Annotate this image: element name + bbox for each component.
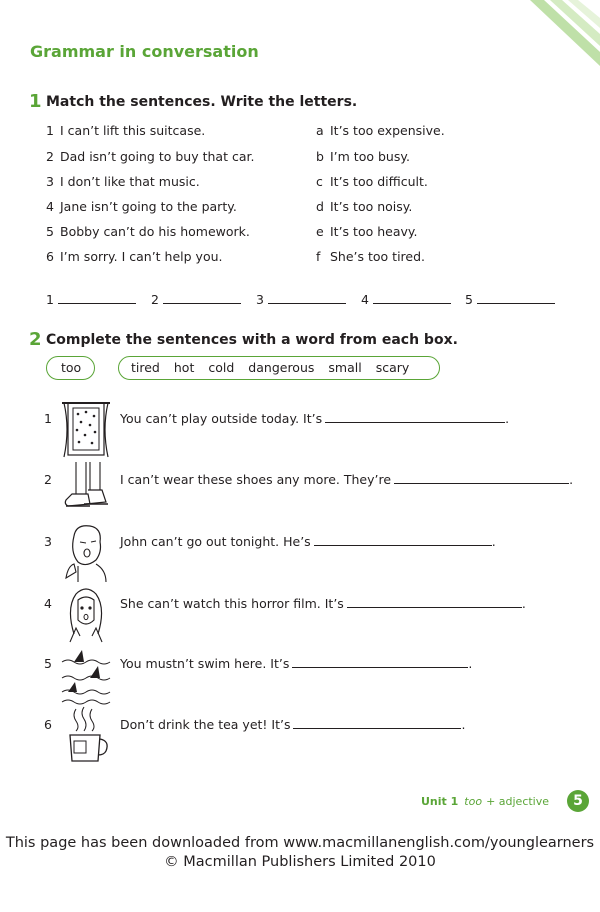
item-text: Don’t drink the tea yet! It’s	[120, 717, 291, 732]
item-letter: e	[316, 224, 324, 239]
yawning-boy-picture	[60, 522, 112, 584]
list-item	[46, 249, 223, 264]
list-item	[316, 249, 425, 264]
list-item	[46, 224, 250, 239]
answer-number: 4	[361, 292, 369, 307]
list-item	[316, 199, 412, 214]
item-text: I don’t like that music.	[60, 174, 200, 189]
steaming-mug-picture	[60, 705, 112, 767]
list-item	[46, 199, 237, 214]
shoes-picture	[60, 460, 112, 522]
item-text: You mustn’t swim here. It’s	[120, 656, 290, 671]
answer-line[interactable]	[314, 535, 492, 546]
answer-line[interactable]	[163, 293, 241, 304]
item-sentence	[120, 656, 472, 671]
list-item	[46, 123, 205, 138]
item-letter: c	[316, 174, 323, 189]
answer-line[interactable]	[268, 293, 346, 304]
item-text: It’s too heavy.	[330, 224, 418, 239]
answer-line[interactable]	[347, 597, 522, 608]
item-text: Dad isn’t going to buy that car.	[60, 149, 255, 164]
item-sentence	[120, 472, 573, 487]
list-item	[316, 224, 417, 239]
answer-blank[interactable]	[256, 292, 346, 307]
item-number: 4	[44, 596, 52, 611]
exercise-2-heading: Complete the sentences with a word from each box.	[46, 332, 458, 348]
item-number: 6	[46, 249, 54, 264]
unit-name: Unit 1	[421, 795, 459, 808]
item-number: 6	[44, 717, 52, 732]
item-end: .	[468, 656, 473, 671]
word-box-too	[46, 356, 95, 380]
item-text: John can’t go out tonight. He’s	[120, 534, 311, 549]
item-text: She’s too tired.	[330, 249, 426, 264]
word-box-word: small	[328, 360, 362, 375]
unit-topic-rest: + adjective	[486, 795, 550, 808]
item-text: Jane isn’t going to the party.	[60, 199, 237, 214]
item-sentence	[120, 534, 496, 549]
item-end: .	[521, 596, 526, 611]
item-letter: a	[316, 123, 324, 138]
exercise-1-number: 1	[29, 91, 42, 112]
answer-number: 3	[256, 292, 264, 307]
list-item	[46, 174, 200, 189]
word-box-word: scary	[375, 360, 410, 375]
item-end: .	[461, 717, 466, 732]
item-text: I can’t lift this suitcase.	[60, 123, 206, 138]
exercise-1-heading: Match the sentences. Write the letters.	[46, 94, 358, 110]
item-text: I’m too busy.	[330, 149, 410, 164]
answer-blank[interactable]	[151, 292, 241, 307]
corner-stripes-decoration	[510, 0, 600, 70]
item-text: Bobby can’t do his homework.	[60, 224, 250, 239]
answer-line[interactable]	[293, 718, 461, 729]
footer-download-note: This page has been downloaded from www.macmillanenglish.com/younglearners	[5, 835, 595, 851]
word-box-word: tired	[131, 360, 160, 375]
item-number: 1	[46, 123, 54, 138]
list-item	[316, 149, 410, 164]
item-letter: d	[316, 199, 324, 214]
item-sentence	[120, 411, 509, 426]
list-item	[46, 149, 254, 164]
item-text: I can’t wear these shoes any more. They’re	[120, 472, 392, 487]
section-title: Grammar in conversation	[30, 42, 259, 61]
answer-line[interactable]	[58, 293, 136, 304]
item-number: 5	[44, 656, 52, 671]
word-box-word: too	[61, 360, 82, 375]
word-box-adjectives	[118, 356, 440, 380]
answer-line[interactable]	[477, 293, 555, 304]
answer-number: 5	[465, 292, 473, 307]
shark-fins-picture	[60, 644, 112, 706]
list-item	[316, 174, 428, 189]
scared-girl-picture	[60, 584, 112, 646]
item-text: It’s too noisy.	[330, 199, 413, 214]
answer-line[interactable]	[394, 473, 569, 484]
rainy-window-picture	[60, 399, 112, 461]
item-number: 5	[46, 224, 54, 239]
item-sentence	[120, 596, 526, 611]
item-letter: b	[316, 149, 324, 164]
word-box-word: cold	[208, 360, 235, 375]
word-box-word: dangerous	[248, 360, 315, 375]
exercise-2-number: 2	[29, 329, 42, 350]
item-number: 4	[46, 199, 54, 214]
item-number: 1	[44, 411, 52, 426]
item-sentence	[120, 717, 465, 732]
answer-line[interactable]	[325, 412, 505, 423]
list-item	[316, 123, 445, 138]
item-letter: f	[316, 249, 321, 264]
answer-line[interactable]	[292, 657, 468, 668]
item-end: .	[505, 411, 510, 426]
item-text: I’m sorry. I can’t help you.	[60, 249, 223, 264]
item-number: 3	[44, 534, 52, 549]
word-box-word: hot	[173, 360, 195, 375]
answer-blank[interactable]	[46, 292, 136, 307]
unit-topic: too	[464, 795, 483, 808]
answer-line[interactable]	[373, 293, 451, 304]
item-text: It’s too expensive.	[330, 123, 445, 138]
item-number: 2	[44, 472, 52, 487]
answer-number: 1	[46, 292, 54, 307]
item-end: .	[491, 534, 496, 549]
item-text: She can’t watch this horror film. It’s	[120, 596, 344, 611]
answer-blank[interactable]	[465, 292, 555, 307]
unit-label	[421, 795, 549, 808]
answer-number: 2	[151, 292, 159, 307]
item-text: You can’t play outside today. It’s	[120, 411, 323, 426]
item-number: 2	[46, 149, 54, 164]
footer-copyright: © Macmillan Publishers Limited 2010	[164, 854, 436, 870]
item-number: 3	[46, 174, 54, 189]
page-number: 5	[567, 790, 589, 812]
answer-blank[interactable]	[361, 292, 451, 307]
item-text: It’s too difficult.	[330, 174, 428, 189]
item-end: .	[569, 472, 574, 487]
